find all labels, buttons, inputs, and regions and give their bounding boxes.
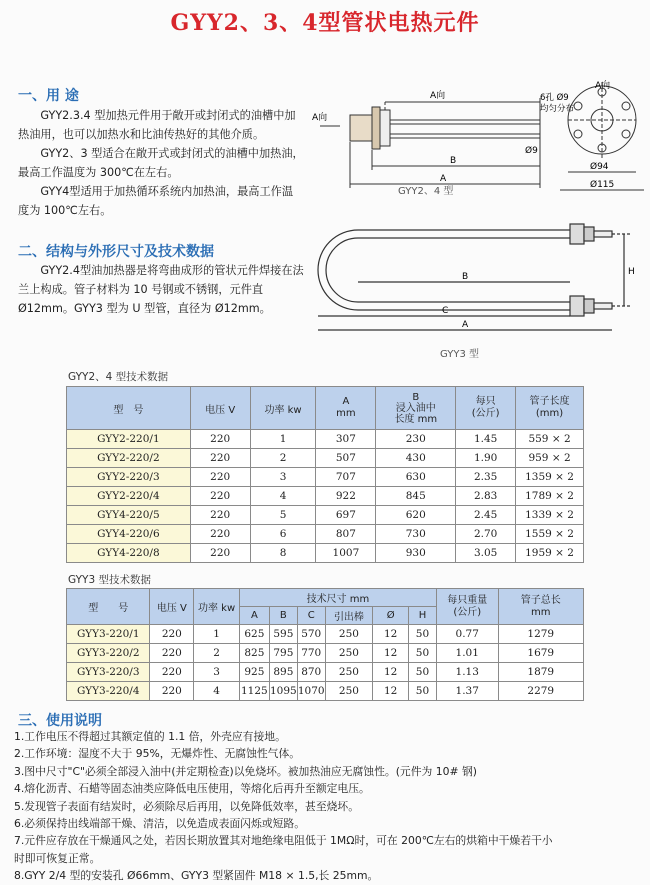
diagram1-caption: GYY2、4 型 [398,186,454,197]
table-cell: 1.37 [436,682,498,701]
table-row [67,525,584,544]
table-cell: 1279 [498,625,583,644]
instruction-item-1: 1.工作电压不得超过其额定值的 1.1 倍，外壳应有接地。 [14,730,286,743]
table-cell: 922 [316,487,376,506]
table-cell: 2.45 [456,506,516,525]
instruction-item-7-cont: 时即可恢复正常。 [14,851,101,865]
table-cell: 959 × 2 [516,449,584,468]
table1-header-a: A mm [316,387,376,430]
table2-header-row [67,589,584,607]
flange-front-view-diagram [540,80,650,200]
table-cell: 3.05 [456,544,516,563]
instruction-item-5: 5.发现管子表面有结炭时，必须除尽后再用，以免降低效率，甚至烧坏。 [14,799,360,813]
table-cell: 3 [250,468,316,487]
usage-paragraphs [18,106,304,220]
table1-header-power: 功率 kw [250,387,316,430]
table-cell: 2 [194,644,240,663]
table-row [67,506,584,525]
label-b: B [450,156,457,166]
table1-header-row [67,387,584,430]
section-heading-instructions: 三、使用说明 [18,713,102,729]
table1-header-tube-length: 管子长度 (mm) [516,387,584,430]
table-cell: 307 [316,430,376,449]
table-cell-model: GYY4-220/5 [67,506,191,525]
instructions-list [14,728,644,885]
gyy3-label-c: C [442,306,449,316]
table-cell: 2.70 [456,525,516,544]
table-cell: 930 [376,544,456,563]
table-cell-model: GYY3-220/3 [67,663,150,682]
table-cell: 1559 × 2 [516,525,584,544]
u-tube-inner [326,238,570,302]
table-cell: 220 [190,449,250,468]
usage-para-3: GYY4型适用于加热循环系统内加热油，最高工作温度为 100℃左右。 [18,185,294,217]
table-cell: 870 [297,663,325,682]
table-row [67,663,584,682]
instruction-item-6: 6.必须保持出线端部干燥、清洁，以免造成表面闪烁或短路。 [14,817,306,831]
table-cell: 559 × 2 [516,430,584,449]
table-cell: 4 [194,682,240,701]
table1-header-b: B 浸入油中 长度 mm [376,387,456,430]
table-cell-model: GYY4-220/6 [67,525,191,544]
table-cell: 50 [409,682,437,701]
table-cell: 50 [409,644,437,663]
table-cell: 697 [316,506,376,525]
table-cell: 250 [325,625,373,644]
table-cell: 1070 [297,682,325,701]
flange-label-title: A向 [595,81,611,91]
flange-plate [372,107,380,149]
section-heading-usage: 一、用 途 [18,88,79,104]
table-cell: 220 [190,430,250,449]
table2-subheader-lead: 引出棒 [325,607,373,625]
page-title: GYY2、3、4型管状电热元件 [170,10,480,36]
table-cell: 895 [269,663,297,682]
table-cell: 1125 [239,682,269,701]
gyy24-spec-table [66,386,584,563]
table-cell: 595 [269,625,297,644]
table-cell-model: GYY3-220/2 [67,644,150,663]
instruction-item-4: 4.熔化沥青、石蜡等固态油类应降低电压使用，等熔化后再升至额定电压。 [14,782,370,796]
table-cell: 570 [297,625,325,644]
table-cell: 1789 × 2 [516,487,584,506]
table-cell: 50 [409,663,437,682]
table-cell-model: GYY2-220/4 [67,487,191,506]
table-cell: 3 [194,663,240,682]
table-cell: 1.01 [436,644,498,663]
table-cell: 1.90 [456,449,516,468]
table2-subheader-c: C [297,607,325,625]
flange-label-holes: 6孔 Ø9 [540,93,569,103]
table-cell: 220 [190,544,250,563]
table-row [67,487,584,506]
table-cell: 220 [150,644,194,663]
table-cell: 230 [376,430,456,449]
table-cell: 795 [269,644,297,663]
instruction-item-3: 3.图中尺寸"C"必须全部浸入油中(并定期检查)以免烧坏。被加热油应无腐蚀性。(元件为 10# 钢) [14,764,477,778]
table2-header-power: 功率 kw [194,589,240,625]
table2-subheader-h: H [409,607,437,625]
table-cell: 707 [316,468,376,487]
table-cell-model: GYY4-220/8 [67,544,191,563]
table-cell: 220 [190,506,250,525]
table-cell: 250 [325,644,373,663]
flange-label-d115: Ø115 [590,180,615,190]
table-cell: 1339 × 2 [516,506,584,525]
table1-header-voltage: 电压 V [190,387,250,430]
table-cell: 12 [373,625,409,644]
table-cell: 50 [409,625,437,644]
table-cell: 1 [194,625,240,644]
table-cell: 2.35 [456,468,516,487]
table2-subheader-a: A [239,607,269,625]
table2-header-total-length: 管子总长 mm [498,589,583,625]
label-a-top: A向 [430,91,446,101]
table-cell: 220 [150,663,194,682]
gyy3-label-b: B [462,272,469,282]
table-cell: 925 [239,663,269,682]
table-cell: 5 [250,506,316,525]
table2-header-model: 型 号 [67,589,150,625]
table-cell: 220 [190,468,250,487]
usage-para-1: GYY2.3.4 型加热元件用于敞开或封闭式的油槽中加热油用，也可以加热水和比油传热好的其他介质。 [18,109,296,141]
structure-paragraph [18,261,304,318]
table-cell: 507 [316,449,376,468]
table-cell: 8 [250,544,316,563]
structure-para-1: GYY2.4型油加热器是将弯曲成形的管状元件焊接在法兰上构成。管子材料为 10 号钢或不锈钢，元件直 Ø12mm。GYY3 型为 U 型管，直径为 Ø12mm。 [18,264,304,315]
section-heading-structure: 二、结构与外形尺寸及技术数据 [18,244,214,260]
table-cell-model: GYY3-220/1 [67,625,150,644]
table-cell: 1007 [316,544,376,563]
table-cell: 1.13 [436,663,498,682]
table-cell: 1095 [269,682,297,701]
table-cell-model: GYY2-220/2 [67,449,191,468]
label-a-bottom: A [440,174,447,184]
table2-header-voltage: 电压 V [150,589,194,625]
table-cell: 12 [373,644,409,663]
table-cell: 220 [190,487,250,506]
table-cell: 2279 [498,682,583,701]
table-cell: 2 [250,449,316,468]
table-row [67,682,584,701]
table-cell: 250 [325,663,373,682]
table-cell: 220 [150,625,194,644]
gyy3-label-a: A [462,320,469,330]
table-cell: 12 [373,682,409,701]
table-cell: 1359 × 2 [516,468,584,487]
table-row [67,449,584,468]
flange-label-holes-2: 均匀分布 [540,104,575,114]
table-row [67,625,584,644]
usage-para-2: GYY2、3 型适合在敞开式或封闭式的油槽中加热油，最高工作温度为 300℃在左右。 [18,147,304,179]
diagram2-caption: GYY3 型 [440,349,480,360]
table-row [67,430,584,449]
flange-body [350,115,372,141]
table-cell: 1 [250,430,316,449]
table-cell: 1679 [498,644,583,663]
label-phi9: Ø9 [525,146,538,156]
table-cell: 1959 × 2 [516,544,584,563]
table-cell: 730 [376,525,456,544]
flange-nut [380,110,390,146]
table-cell: 220 [190,525,250,544]
table1-caption: GYY2、4 型技术数据 [68,371,169,383]
gyy3-u-tube-diagram [312,212,642,342]
instruction-item-2: 2.工作环境：湿度不大于 95%，无爆炸性、无腐蚀性气体。 [14,747,301,761]
table-cell: 825 [239,644,269,663]
table-cell: 625 [239,625,269,644]
u-tube-outer [318,230,570,310]
table2-caption: GYY3 型技术数据 [68,574,151,586]
table2-header-weight: 每只重量 (公斤) [436,589,498,625]
table-cell-model: GYY3-220/4 [67,682,150,701]
table-row [67,644,584,663]
table-cell: 6 [250,525,316,544]
table-row [67,468,584,487]
table-cell: 2.83 [456,487,516,506]
instruction-item-8: 8.GYY 2/4 型的安装孔 Ø66mm、GYY3 型紧固件 M18 × 1.5,长 25mm。 [14,869,379,883]
table2-subheader-b: B [269,607,297,625]
table-cell: 250 [325,682,373,701]
flange-label-d94: Ø94 [590,162,609,172]
table-cell: 1879 [498,663,583,682]
table-cell: 12 [373,663,409,682]
table-cell: 430 [376,449,456,468]
table1-header-model: 型 号 [67,387,191,430]
table-cell-model: GYY2-220/3 [67,468,191,487]
table-cell-model: GYY2-220/1 [67,430,191,449]
table-cell: 807 [316,525,376,544]
table1-header-weight: 每只 (公斤) [456,387,516,430]
table-cell: 4 [250,487,316,506]
gyy3-spec-table [66,588,584,701]
table-cell: 220 [150,682,194,701]
table-cell: 630 [376,468,456,487]
table-cell: 1.45 [456,430,516,449]
gyy3-label-h: H [628,267,635,277]
table-cell: 0.77 [436,625,498,644]
table-row [67,544,584,563]
instruction-item-7: 7.元件应存放在干燥通风之处，若因长期放置其对地绝缘电阻低于 1MΩ时，可在 200℃左右的烘箱中干燥若干小 [14,834,553,848]
table-cell: 620 [376,506,456,525]
table-cell: 770 [297,644,325,663]
table-cell: 845 [376,487,456,506]
table2-subheader-dia: Ø [373,607,409,625]
table2-header-dimensions: 技术尺寸 mm [239,589,436,607]
label-a-direction: A向 [312,113,328,123]
